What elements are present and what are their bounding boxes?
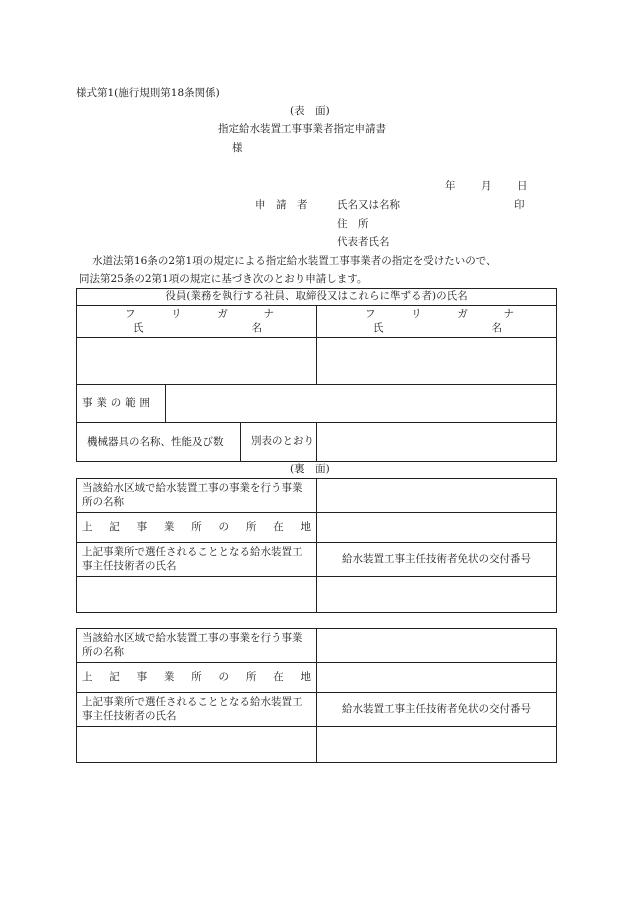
furigana-char: ナ (503, 307, 515, 320)
surname-label: 氏 (373, 321, 384, 334)
location-field[interactable] (317, 663, 557, 693)
license-number-field[interactable] (317, 727, 557, 763)
location-label-cell (77, 663, 317, 693)
officer-name-field-left[interactable] (77, 338, 317, 385)
applicant-address-label: 住 所 (337, 218, 369, 230)
equipment-value-cont[interactable] (317, 423, 557, 462)
furigana-char: フ (125, 307, 136, 320)
officers-table (76, 288, 557, 462)
furigana-char: リ (411, 307, 422, 320)
office-table-2 (76, 628, 557, 763)
form-number: 様式第1(施行規則第18条関係) (76, 87, 220, 99)
front-label: (表 面) (290, 105, 330, 117)
surname-label: 氏 (133, 321, 144, 334)
date-year: 年 (445, 180, 456, 192)
officer-name-field-right[interactable] (317, 338, 557, 385)
office-name-field[interactable] (317, 479, 557, 513)
office-name-label: 当該給水区域で給水装置工事の事業を行う事業所の名称 (77, 479, 317, 513)
license-number-field[interactable] (317, 577, 557, 613)
license-label: 給水装置工事主任技術者免状の交付番号 (317, 543, 557, 577)
applicant-name-label: 氏名又は名称 (337, 199, 400, 211)
scope-label: 事業の範囲 (82, 396, 150, 409)
office-name-field[interactable] (317, 629, 557, 663)
furigana-char: ガ (457, 307, 468, 320)
equipment-cell (77, 423, 317, 462)
name-row-left (77, 322, 316, 336)
scope-field[interactable] (166, 385, 557, 423)
date-day: 日 (517, 180, 528, 192)
given-name-label: 名 (491, 321, 503, 334)
officers-header: 役員(業務を執行する社員、取締役又はこれらに準ずる者)の氏名 (77, 289, 557, 306)
body-text-line1: 水道法第16条の2第1項の規定による指定給水装置工事事業者の指定を受けたいので、 (92, 255, 497, 267)
furigana-char: リ (171, 307, 182, 320)
form-title: 指定給水装置工事事業者指定申請書 (218, 123, 386, 135)
equipment-value: 別表のとおり (251, 435, 314, 448)
representative-label: 代表者氏名 (337, 236, 390, 248)
engineer-label: 上記事業所で選任されることとなる給水装置工事主任技術者の氏名 (77, 543, 317, 577)
furigana-row-right (317, 308, 556, 322)
furigana-cell-right (317, 306, 557, 338)
office-table-1 (76, 478, 557, 613)
office-name-label: 当該給水区域で給水装置工事の事業を行う事業所の名称 (77, 629, 317, 663)
applicant-label: 申 請 者 (255, 199, 308, 211)
furigana-char: ナ (263, 307, 274, 320)
location-label: 上記事業所の所在地 (82, 670, 311, 683)
equipment-label: 機械器具の名称、性能及び数 (77, 423, 241, 461)
furigana-char: フ (365, 307, 376, 320)
name-row-right (317, 322, 556, 336)
engineer-label: 上記事業所で選任されることとなる給水装置工事主任技術者の氏名 (77, 693, 317, 727)
addressee-suffix: 様 (232, 142, 243, 154)
furigana-char: ガ (217, 307, 228, 320)
location-label: 上記事業所の所在地 (82, 520, 311, 533)
location-field[interactable] (317, 513, 557, 543)
scope-label-cell (77, 385, 166, 423)
body-text-line2: 同法第25条の2第1項の規定に基づき次のとおり申請します。 (79, 273, 368, 285)
license-label: 給水装置工事主任技術者免状の交付番号 (317, 693, 557, 727)
seal-mark: 印 (514, 199, 525, 211)
furigana-row-left (77, 308, 316, 322)
date-month: 月 (481, 180, 492, 192)
furigana-cell-left (77, 306, 317, 338)
back-label: (裏 面) (290, 463, 330, 475)
given-name-label: 名 (251, 321, 262, 334)
location-label-cell (77, 513, 317, 543)
engineer-name-field[interactable] (77, 577, 317, 613)
engineer-name-field[interactable] (77, 727, 317, 763)
